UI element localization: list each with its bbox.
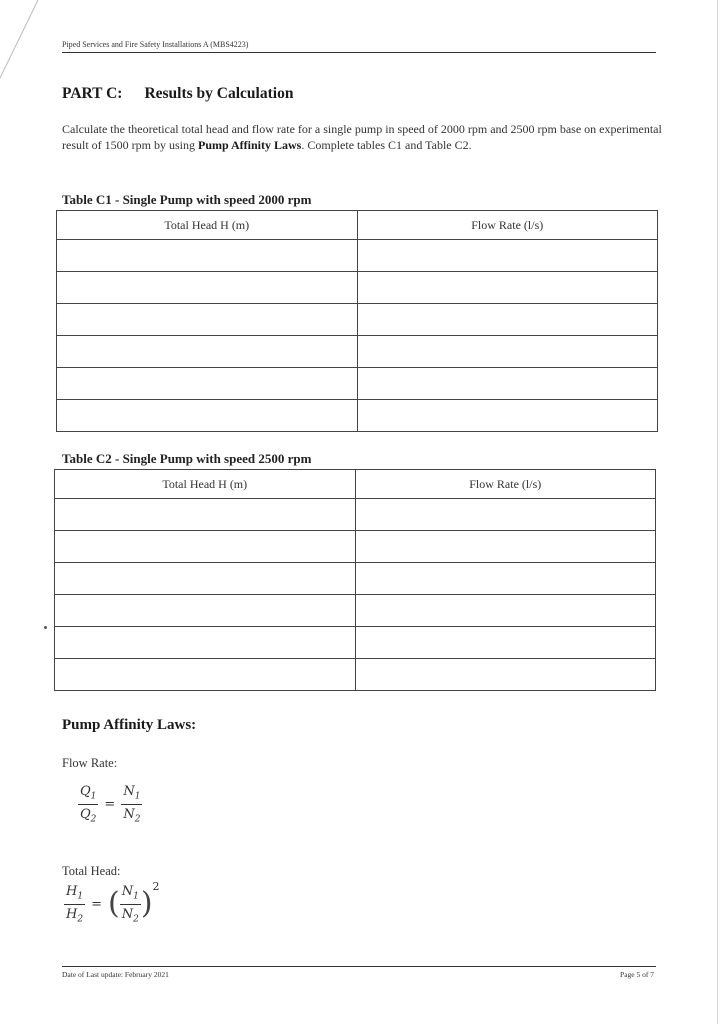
table-row <box>57 368 658 400</box>
intro-paragraph <box>62 121 662 153</box>
table-row <box>57 336 658 368</box>
total-head-formula <box>64 880 160 925</box>
column-header-flow-rate: Flow Rate (l/s) <box>357 211 658 240</box>
table-cell[interactable] <box>357 240 658 272</box>
table-c2-caption-lead: Table C2 - <box>62 451 123 466</box>
stray-mark <box>44 626 47 629</box>
table-row <box>55 531 656 563</box>
table-cell[interactable] <box>55 627 356 659</box>
intro-text-before: Calculate the theoretical total head and flow rate for a single pump in speed of 2000 rpm and 2500 rpm base on experimental result of 1500 rpm by using <box>62 122 662 152</box>
right-paren: ) <box>140 886 153 922</box>
table-header-row <box>57 211 658 240</box>
n1-subscript: 1 <box>133 891 139 902</box>
flow-rate-formula <box>78 784 142 824</box>
n-ratio <box>121 784 142 824</box>
n2-subscript: 2 <box>134 814 141 825</box>
equals-sign: = <box>91 896 102 912</box>
table-c2-caption <box>62 451 311 467</box>
n2-symbol: N <box>123 806 135 822</box>
page-edge <box>717 0 718 1024</box>
n2-symbol: N <box>121 906 134 922</box>
n1-symbol: N <box>121 884 134 899</box>
table-cell[interactable] <box>57 240 358 272</box>
h-ratio <box>64 884 85 924</box>
table-row <box>55 563 656 595</box>
intro-text-after: . Complete tables C1 and Table C2. <box>301 138 472 152</box>
table-cell[interactable] <box>55 531 356 563</box>
table-cell[interactable] <box>357 304 658 336</box>
q2-subscript: 2 <box>90 814 97 825</box>
n2-subscript: 2 <box>133 914 139 925</box>
table-cell[interactable] <box>57 336 358 368</box>
table-row <box>55 627 656 659</box>
table-cell[interactable] <box>357 400 658 432</box>
q2-symbol: Q <box>80 806 91 822</box>
q-ratio <box>78 784 98 824</box>
h2-subscript: 2 <box>77 914 84 925</box>
n1-symbol: N <box>123 784 135 799</box>
course-title: Piped Services and Fire Safety Installations A (MBS4223) <box>62 40 249 49</box>
table-cell[interactable] <box>357 336 658 368</box>
table-cell[interactable] <box>55 659 356 691</box>
table-row <box>57 304 658 336</box>
table-cell[interactable] <box>57 400 358 432</box>
table-cell[interactable] <box>355 531 656 563</box>
q1-subscript: 1 <box>90 791 97 802</box>
table-cell[interactable] <box>357 368 658 400</box>
page-corner-fold <box>0 0 40 80</box>
table-c1-caption <box>62 192 311 208</box>
table-cell[interactable] <box>355 563 656 595</box>
table-cell[interactable] <box>57 304 358 336</box>
table-cell[interactable] <box>355 499 656 531</box>
table-row <box>57 240 658 272</box>
table-row <box>55 595 656 627</box>
column-header-total-head: Total Head H (m) <box>55 470 356 499</box>
page-footer <box>62 966 656 979</box>
table-c2 <box>54 469 656 691</box>
part-label: PART C: <box>62 85 123 102</box>
n-ratio <box>120 884 141 924</box>
table-row <box>55 499 656 531</box>
column-header-total-head: Total Head H (m) <box>57 211 358 240</box>
table-cell[interactable] <box>57 272 358 304</box>
table-cell[interactable] <box>355 627 656 659</box>
table-cell[interactable] <box>355 659 656 691</box>
h2-symbol: H <box>66 906 78 922</box>
equals-sign: = <box>104 796 116 812</box>
table-c2-caption-text: Single Pump with speed 2500 rpm <box>122 451 312 466</box>
left-paren: ( <box>107 886 120 922</box>
total-head-label: Total Head: <box>62 864 121 878</box>
flow-rate-label: Flow Rate: <box>62 756 118 770</box>
h1-subscript: 1 <box>77 891 84 902</box>
column-header-flow-rate: Flow Rate (l/s) <box>355 470 656 499</box>
table-cell[interactable] <box>357 272 658 304</box>
intro-bold: Pump Affinity Laws <box>198 138 302 152</box>
q1-symbol: Q <box>80 784 91 799</box>
page-number: Page 5 of 7 <box>620 970 654 979</box>
table-c1-caption-lead: Table C1 - <box>62 192 123 207</box>
table-row <box>57 272 658 304</box>
table-c1-caption-text: Single Pump with speed 2000 rpm <box>122 192 312 207</box>
part-title: Results by Calculation <box>144 85 294 102</box>
page-header <box>62 40 656 53</box>
table-cell[interactable] <box>55 563 356 595</box>
table-cell[interactable] <box>355 595 656 627</box>
h1-symbol: H <box>66 884 78 899</box>
n1-subscript: 1 <box>134 791 141 802</box>
table-cell[interactable] <box>55 595 356 627</box>
table-header-row <box>55 470 656 499</box>
table-cell[interactable] <box>57 368 358 400</box>
table-row <box>57 400 658 432</box>
table-row <box>55 659 656 691</box>
power-exponent: 2 <box>152 880 160 893</box>
table-c1 <box>56 210 658 432</box>
last-update: Date of Last update: February 2021 <box>62 970 169 979</box>
affinity-laws-title: Pump Affinity Laws: <box>62 717 197 733</box>
table-cell[interactable] <box>55 499 356 531</box>
part-heading <box>62 85 293 103</box>
